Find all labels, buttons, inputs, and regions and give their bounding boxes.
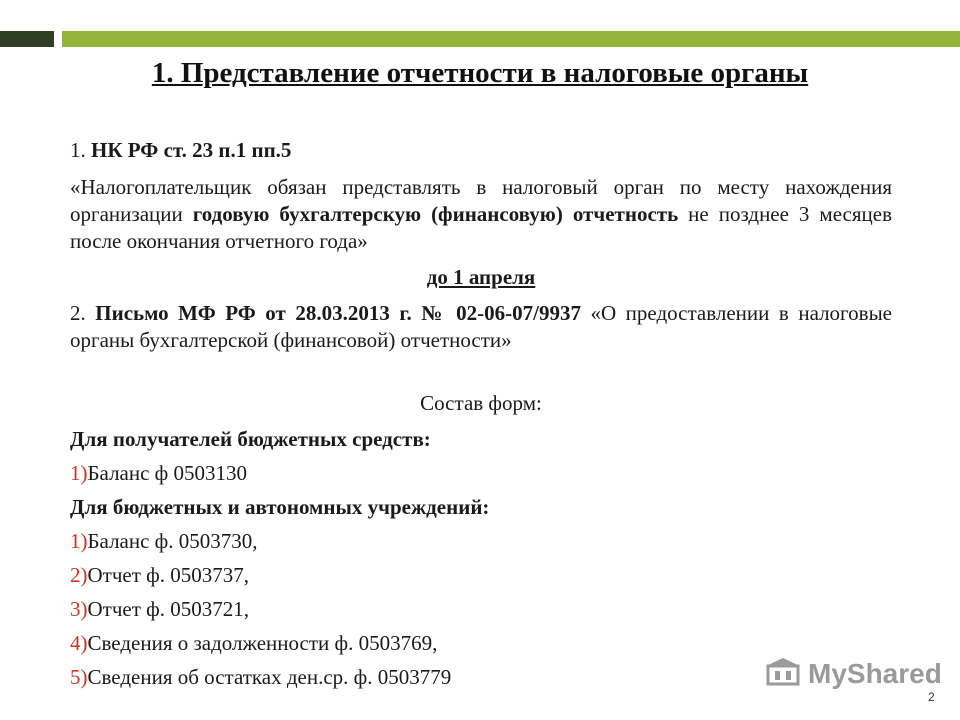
list-text: Отчет ф. 0503721,: [87, 597, 250, 621]
list-number: 3): [70, 597, 88, 621]
item1-heading: НК РФ ст. 23 п.1 пп.5: [91, 138, 292, 162]
watermark: [766, 656, 942, 692]
page-number: 2: [928, 690, 935, 704]
quote-part2: не позднее 3 месяцев после окончания отчетного года»: [70, 202, 892, 253]
watermark-text: MyShared: [808, 658, 942, 689]
item1-heading-line: [70, 137, 892, 164]
list-text: Баланс ф. 0503730,: [87, 529, 258, 553]
item1-quote: [70, 174, 892, 255]
item2-number: 2.: [70, 301, 96, 325]
list-item: [70, 562, 892, 589]
deadline: до 1 апреля: [426, 265, 536, 289]
list-item: [70, 596, 892, 623]
item2-letter-bold: Письмо МФ РФ от 28.03.2013 г. № 02-06-07/9937: [95, 301, 581, 325]
list-number: 4): [70, 631, 88, 655]
list-text: Баланс ф 0503130: [87, 461, 248, 485]
list-item: [70, 630, 892, 657]
list-number: 5): [70, 665, 88, 689]
list-item: [70, 528, 892, 555]
list-text: Сведения об остатках ден.ср. ф. 0503779: [87, 665, 452, 689]
quote-bold: годовую бухгалтерскую (финансовую) отчетность: [192, 202, 679, 226]
item1-number: 1.: [70, 138, 91, 162]
list-number: 2): [70, 563, 88, 587]
mortarboard-icon: [766, 656, 800, 693]
top-bar-green: [62, 31, 960, 47]
list-text: Отчет ф. 0503737,: [87, 563, 250, 587]
list-number: 1): [70, 529, 88, 553]
item2-letter-text: «О предоставлении в налоговые органы бухгалтерской (финансовой) отчетности»: [70, 301, 892, 352]
group1-heading: Для получателей бюджетных средств:: [70, 427, 431, 451]
forms-heading: Состав форм:: [420, 391, 542, 415]
list-text: Сведения о задолженности ф. 0503769,: [87, 631, 438, 655]
group2-heading: Для бюджетных и автономных учреждений:: [70, 495, 490, 519]
slide-title: 1. Представление отчетности в налоговые органы: [151, 57, 809, 89]
list-item: [70, 460, 892, 487]
list-number: 1): [70, 461, 88, 485]
top-bar-dark: [0, 31, 54, 47]
quote-part1: «Налогоплательщик обязан представлять в налоговый орган по месту нахождения организации: [70, 175, 892, 226]
item2-text: [70, 300, 892, 354]
